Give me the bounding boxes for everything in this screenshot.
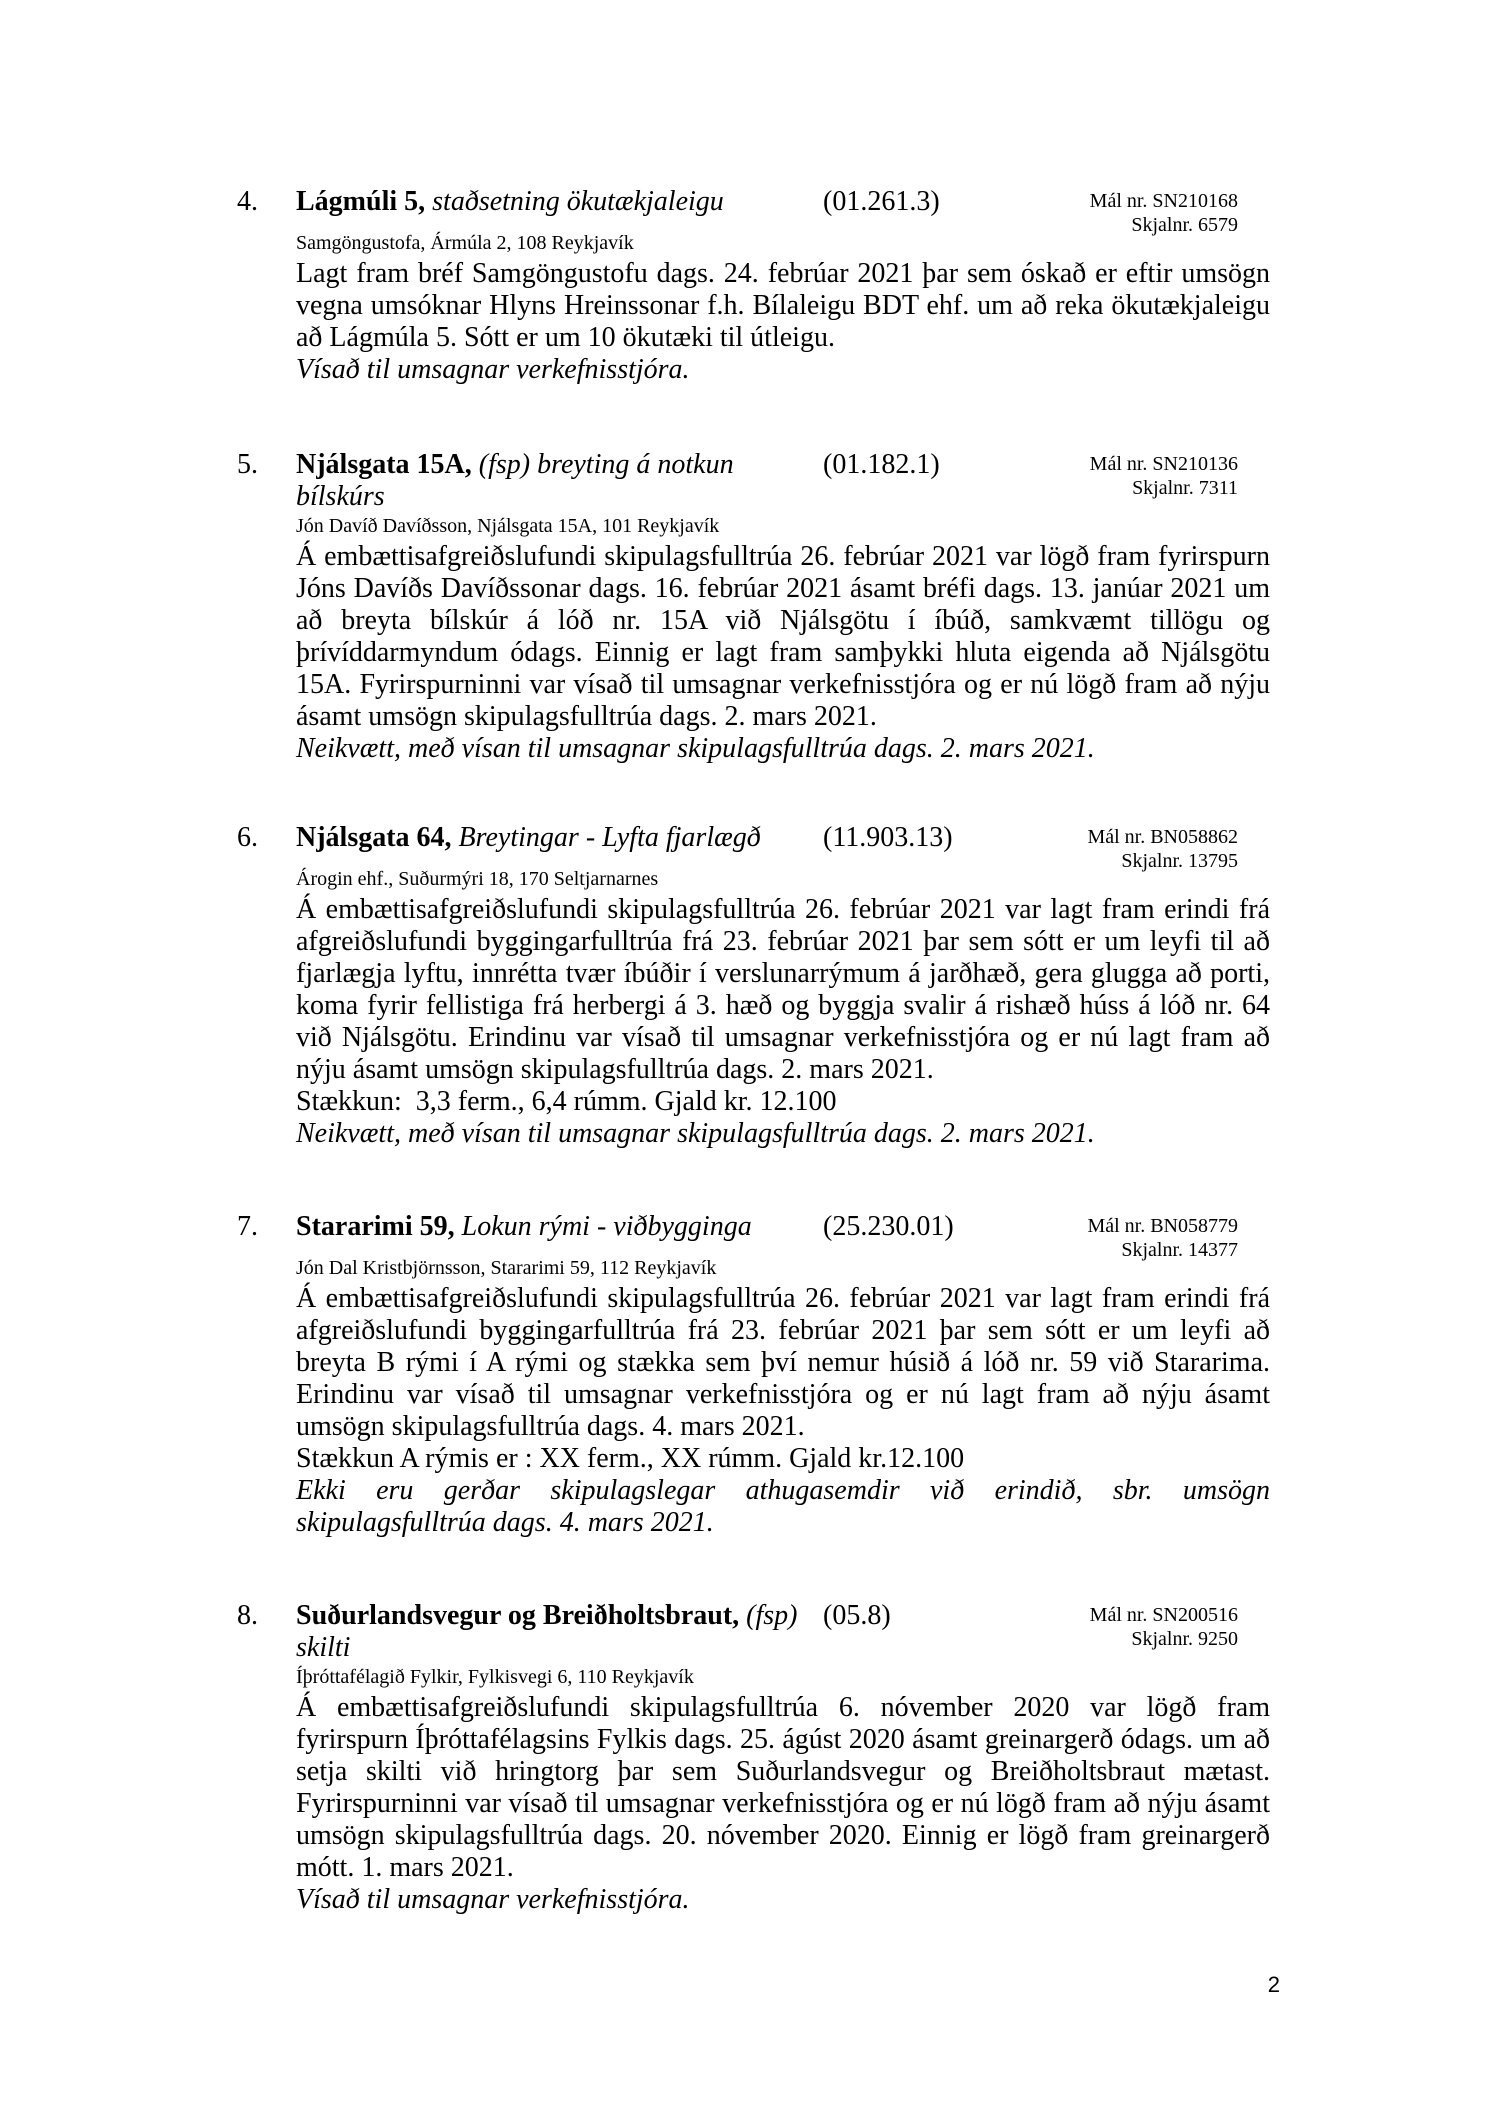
case-number: Mál nr. SN200516 xyxy=(1089,1604,1238,1626)
case-refs xyxy=(1090,189,1238,237)
item-number: 4. xyxy=(237,186,258,217)
case-number: Mál nr. SN210168 xyxy=(1089,190,1238,212)
item-title-subject: Breytingar - Lyfta fjarlægð xyxy=(458,822,761,853)
item-category-code: (11.903.13) xyxy=(823,822,953,853)
item-category-code: (25.230.01) xyxy=(823,1211,954,1242)
applicant-address: Íþróttafélagið Fylkir, Fylkisvegi 6, 110 Reykjavík xyxy=(296,1666,694,1688)
item-title-line2: skilti xyxy=(296,1632,351,1663)
item-number: 7. xyxy=(237,1211,258,1242)
agenda-item-5 xyxy=(237,449,1270,765)
item-body: Á embættisafgreiðslufundi skipulagsfulltrúa 26. febrúar 2021 var lagt fram erindi frá afgreiðslufundi byggingarfulltrúa frá 23. febrúar 2021 þar sem sótt er um leyfi að breyta B rými í A rými og stækka sem því nemur húsið á lóð nr. 59 við Stararima. Erindinu var vísað til umsagnar verkefnisstjóra og er nú lagt fram að nýju ásamt umsögn skipulagsfulltrúa dags. 4. mars 2021. xyxy=(296,1283,1270,1442)
case-refs xyxy=(1090,452,1238,500)
document-number: Skjalnr. 9250 xyxy=(1131,1628,1238,1650)
item-result: Ekki eru gerðar skipulagslegar athugasemdir við erindið, sbr. umsögn skipulagsfulltrúa dags. 4. mars 2021. xyxy=(296,1475,1270,1538)
item-title-subject: (fsp) xyxy=(746,1600,798,1631)
item-category-code: (01.261.3) xyxy=(823,186,940,217)
item-title-line2: bílskúrs xyxy=(296,481,385,512)
item-title-address: Suðurlandsvegur og Breiðholtsbraut, xyxy=(296,1600,740,1631)
item-title-subject: Lokun rými - viðbygginga xyxy=(461,1211,752,1242)
item-title-address: Njálsgata 64, xyxy=(296,822,452,853)
agenda-item-4 xyxy=(237,186,1270,386)
page-number: 2 xyxy=(1267,1972,1280,1997)
case-refs xyxy=(1087,1214,1238,1262)
applicant-address: Árogin ehf., Suðurmýri 18, 170 Seltjarnarnes xyxy=(296,868,659,890)
item-number: 8. xyxy=(237,1600,258,1631)
item-title-subject: staðsetning ökutækjaleigu xyxy=(432,186,724,217)
item-title-row xyxy=(296,822,1270,872)
item-title-address: Lágmúli 5, xyxy=(296,186,426,217)
item-category-code: (01.182.1) xyxy=(823,449,940,480)
agenda-item-7 xyxy=(237,1211,1270,1539)
item-result: Neikvætt, með vísan til umsagnar skipulagsfulltrúa dags. 2. mars 2021. xyxy=(296,733,1095,764)
item-category-code: (05.8) xyxy=(823,1600,891,1631)
item-extra-line: Stækkun A rýmis er : XX ferm., XX rúmm. Gjald kr.12.100 xyxy=(296,1443,965,1474)
agenda-item-8 xyxy=(237,1600,1270,1916)
case-number: Mál nr. SN210136 xyxy=(1089,453,1238,475)
item-title-address: Stararimi 59, xyxy=(296,1211,455,1242)
item-title-row xyxy=(296,1211,1270,1261)
applicant-address: Jón Dal Kristbjörnsson, Stararimi 59, 112 Reykjavík xyxy=(296,1257,717,1279)
item-body: Á embættisafgreiðslufundi skipulagsfulltrúa 6. nóvember 2020 var lögð fram fyrirspurn Íþróttafélagsins Fylkis dags. 25. ágúst 2020 ásamt greinargerð ódags. um að setja skilti við hringtorg þar sem Suðurlandsvegur og Breiðholtsbraut mætast. Fyrirspurninni var vísað til umsagnar verkefnisstjóra og er nú lögð fram að nýju ásamt umsögn skipulagsfulltrúa dags. 20. nóvember 2020. Einnig er lögð fram greinargerð mótt. 1. mars 2021. xyxy=(296,1692,1270,1883)
case-refs xyxy=(1087,825,1238,873)
item-body: Á embættisafgreiðslufundi skipulagsfulltrúa 26. febrúar 2021 var lögð fram fyrirspurn Jóns Davíðs Davíðssonar dags. 16. febrúar 2021 ásamt bréfi dags. 13. janúar 2021 um að breyta bílskúr á lóð nr. 15A við Njálsgötu í íbúð, samkvæmt tillögu og þrívíddarmyndum ódags. Einnig er lagt fram samþykki hluta eigenda að Njálsgötu 15A. Fyrirspurninni var vísað til umsagnar verkefnisstjóra og er nú lögð fram að nýju ásamt umsögn skipulagsfulltrúa dags. 2. mars 2021. xyxy=(296,541,1270,732)
item-body: Lagt fram bréf Samgöngustofu dags. 24. febrúar 2021 þar sem óskað er eftir umsögn vegna umsóknar Hlyns Hreinssonar f.h. Bílaleigu BDT ehf. um að reka ökutækjaleigu að Lágmúla 5. Sótt er um 10 ökutæki til útleigu. xyxy=(296,258,1270,353)
item-title-address: Njálsgata 15A, xyxy=(296,449,472,480)
item-title-row xyxy=(296,186,1270,236)
case-number: Mál nr. BN058779 xyxy=(1087,1215,1238,1237)
item-number: 5. xyxy=(237,449,258,480)
document-number: Skjalnr. 6579 xyxy=(1131,214,1238,236)
item-result: Neikvætt, með vísan til umsagnar skipulagsfulltrúa dags. 2. mars 2021. xyxy=(296,1118,1095,1149)
case-refs xyxy=(1090,1603,1238,1651)
item-result: Vísað til umsagnar verkefnisstjóra. xyxy=(296,354,690,385)
item-title-subject: (fsp) breyting á notkun xyxy=(478,449,734,480)
case-number: Mál nr. BN058862 xyxy=(1087,826,1238,848)
agenda-item-6 xyxy=(237,822,1270,1150)
document-number: Skjalnr. 14377 xyxy=(1121,1239,1238,1261)
document-number: Skjalnr. 13795 xyxy=(1121,850,1238,872)
document-number: Skjalnr. 7311 xyxy=(1132,477,1238,499)
item-result: Vísað til umsagnar verkefnisstjóra. xyxy=(296,1884,690,1915)
item-extra-line: Stækkun: 3,3 ferm., 6,4 rúmm. Gjald kr. 12.100 xyxy=(296,1086,837,1117)
item-body: Á embættisafgreiðslufundi skipulagsfulltrúa 26. febrúar 2021 var lagt fram erindi frá afgreiðslufundi byggingarfulltrúa frá 23. febrúar 2021 þar sem sótt er um leyfi til að fjarlægja lyftu, innrétta tvær íbúðir í verslunarrýmum á jarðhæð, gera glugga að porti, koma fyrir fellistiga frá herbergi á 3. hæð og byggja svalir á rishæð húss á lóð nr. 64 við Njálsgötu. Erindinu var vísað til umsagnar verkefnisstjóra og er nú lagt fram að nýju ásamt umsögn skipulagsfulltrúa dags. 2. mars 2021. xyxy=(296,894,1270,1085)
applicant-address: Samgöngustofa, Ármúla 2, 108 Reykjavík xyxy=(296,232,634,254)
applicant-address: Jón Davíð Davíðsson, Njálsgata 15A, 101 Reykjavík xyxy=(296,515,720,537)
item-number: 6. xyxy=(237,822,258,853)
